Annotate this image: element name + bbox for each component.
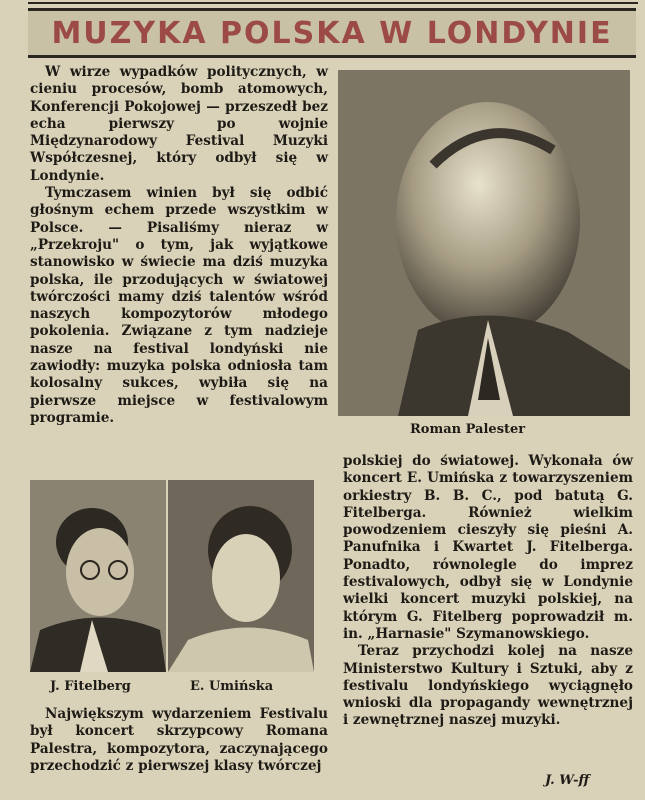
paragraph-2: Tymczasem winien był się odbić głośnym echem przede wszystkim w Polsce. — Pisaliśmy nieraz w „Przekroju" o tym, jak wyjątkowe stanowisko w świecie ma dziś muzyka polska, ile przodujących w światowej twórczości mamy dziś talentów wśród naszych kompozytorów młodego pokolenia. Związane z tym nadzieje nasze na festival londyński nie zawiodły: muzyka polska odniosła tam kolosalny sukces, wybiła się na pierwsze miejsce w festivalowym programie. bbox=[30, 185, 328, 426]
photo-roman-palester bbox=[338, 70, 630, 416]
right-column-text bbox=[343, 453, 633, 730]
paragraph-5: Teraz przychodzi kolej na nasze Ministerstwo Kultury i Sztuki, aby z festivalu londyńskiego wyciągnęło wnioski dla propagandy wewnętrznej i zewnętrznej naszej muzyki. bbox=[343, 643, 633, 729]
author-signature: J. W-ff bbox=[545, 773, 590, 788]
article-title: MUZYKA POLSKA W LONDYNIE bbox=[51, 15, 613, 51]
photo-e-uminska bbox=[168, 480, 314, 672]
left-column-text bbox=[30, 64, 328, 427]
left-column-bottom-text bbox=[30, 706, 328, 775]
caption-roman-palester: Roman Palester bbox=[410, 422, 526, 437]
caption-j-fitelberg: J. Fitelberg bbox=[50, 679, 131, 694]
caption-e-uminska: E. Umińska bbox=[190, 679, 274, 694]
paragraph-4: polskiej do światowej. Wykonała ów koncert E. Umińska z towarzyszeniem orkiestry B. B. C., pod batutą G. Fitelberga. Również wielkim powodzeniem cieszyły się pieśni A. Panufnika i Kwartet J. Fitelberga. Ponadto, równolegle do imprez festivalowych, odbył się w Londynie wielki koncert muzyki polskiej, na którym G. Fitelberg poprowadził m. in. „Harnasie" Szymanowskiego. bbox=[343, 453, 633, 642]
paragraph-3: Największym wydarzeniem Festivalu był koncert skrzypcowy Romana Palestra, kompozytora, zaczynającego przechodzić z pierwszej klasy twórczej bbox=[30, 706, 328, 774]
top-rule bbox=[28, 2, 638, 4]
photo-j-fitelberg bbox=[30, 480, 166, 672]
paragraph-1: W wirze wypadków politycznych, w cieniu procesów, bomb atomowych, Konferencji Pokojowej — przeszedł bez echa pierwszy po wojnie Międzynarodowy Festival Muzyki Współczesnej, który odbył się w Londynie. bbox=[30, 64, 328, 184]
headline-banner bbox=[28, 8, 636, 58]
